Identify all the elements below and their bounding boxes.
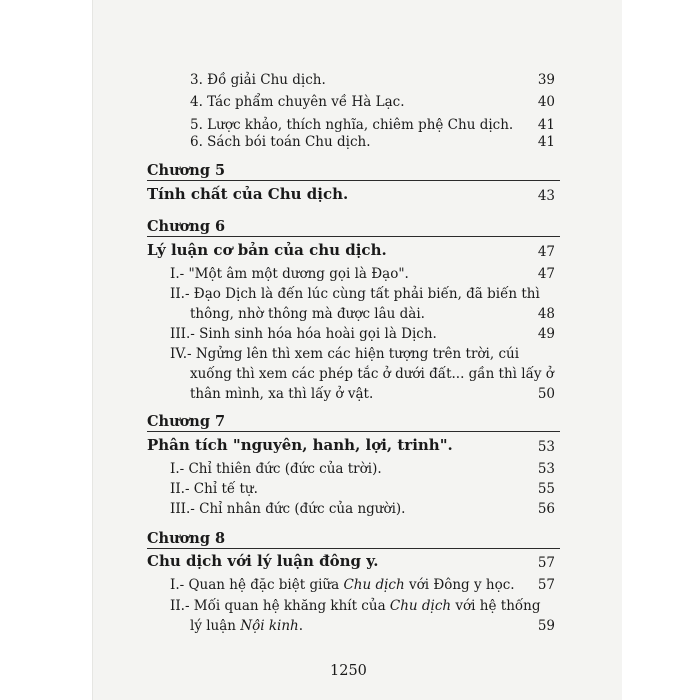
chapter-label: Chương 6 xyxy=(147,218,226,235)
toc-entry: II.- Mối quan hệ khăng khít của Chu dịch với hệ thống xyxy=(170,598,541,614)
toc-entry-continuation: thân mình, xa thì lấy ở vật. xyxy=(190,386,374,402)
toc-page-number: 48 xyxy=(537,306,555,322)
chapter-title: Tính chất của Chu dịch. xyxy=(147,185,349,203)
toc-page-number: 53 xyxy=(537,439,555,455)
toc-page-number: 53 xyxy=(537,461,555,477)
toc-entry: II.- Đạo Dịch là đến lúc cùng tất phải biến, đã biến thì xyxy=(170,286,540,302)
toc-page-number: 41 xyxy=(537,134,555,150)
divider xyxy=(147,236,560,237)
divider xyxy=(147,548,560,549)
toc-page-number: 47 xyxy=(537,244,555,260)
toc-page-number: 56 xyxy=(537,501,555,517)
chapter-title: Lý luận cơ bản của chu dịch. xyxy=(147,241,387,259)
toc-entry: III.- Chỉ nhân đức (đức của người). xyxy=(170,501,406,517)
toc-page-number: 47 xyxy=(537,266,555,282)
chapter-label: Chương 7 xyxy=(147,413,226,430)
toc-page-number: 55 xyxy=(537,481,555,497)
page-number-footer: 1250 xyxy=(330,663,367,679)
toc-entry: I.- Chỉ thiên đức (đức của trời). xyxy=(170,461,382,477)
toc-page-number: 49 xyxy=(537,326,555,342)
toc-entry: 3. Đồ giải Chu dịch. xyxy=(190,72,326,88)
toc-entry-continuation: lý luận Nội kinh. xyxy=(190,618,304,634)
toc-entry: I.- "Một âm một dương gọi là Đạo". xyxy=(170,266,409,282)
toc-entry-continuation: thông, nhờ thông mà được lâu dài. xyxy=(190,306,425,322)
toc-page-number: 41 xyxy=(537,117,555,133)
toc-page-number: 39 xyxy=(537,72,555,88)
toc-entry-continuation: xuống thì xem các phép tắc ở dưới đất... gần thì lấy ở xyxy=(190,366,554,382)
toc-entry: IV.- Ngửng lên thì xem các hiện tượng trên trời, cúi xyxy=(170,346,520,362)
toc-page-number: 57 xyxy=(537,555,555,571)
chapter-title: Chu dịch với lý luận đông y. xyxy=(147,552,379,570)
toc-entry: III.- Sinh sinh hóa hóa hoài gọi là Dịch. xyxy=(170,326,437,342)
chapter-label: Chương 5 xyxy=(147,162,226,179)
toc-page-number: 57 xyxy=(537,577,555,593)
toc-entry: I.- Quan hệ đặc biệt giữa Chu dịch với Đông y học. xyxy=(170,577,515,593)
toc-page-number: 40 xyxy=(537,94,555,110)
toc-page-number: 59 xyxy=(537,618,555,634)
toc-entry: 4. Tác phẩm chuyên về Hà Lạc. xyxy=(190,94,405,110)
toc-entry: II.- Chỉ tế tự. xyxy=(170,481,258,497)
divider xyxy=(147,180,560,181)
toc-page-number: 43 xyxy=(537,188,555,204)
chapter-title: Phân tích "nguyên, hanh, lợi, trinh". xyxy=(147,436,453,454)
toc-entry: 6. Sách bói toán Chu dịch. xyxy=(190,134,371,150)
divider xyxy=(147,431,560,432)
chapter-label: Chương 8 xyxy=(147,530,226,547)
toc-page-number: 50 xyxy=(537,386,555,402)
toc-entry: 5. Lược khảo, thích nghĩa, chiêm phệ Chu dịch. xyxy=(190,117,514,133)
